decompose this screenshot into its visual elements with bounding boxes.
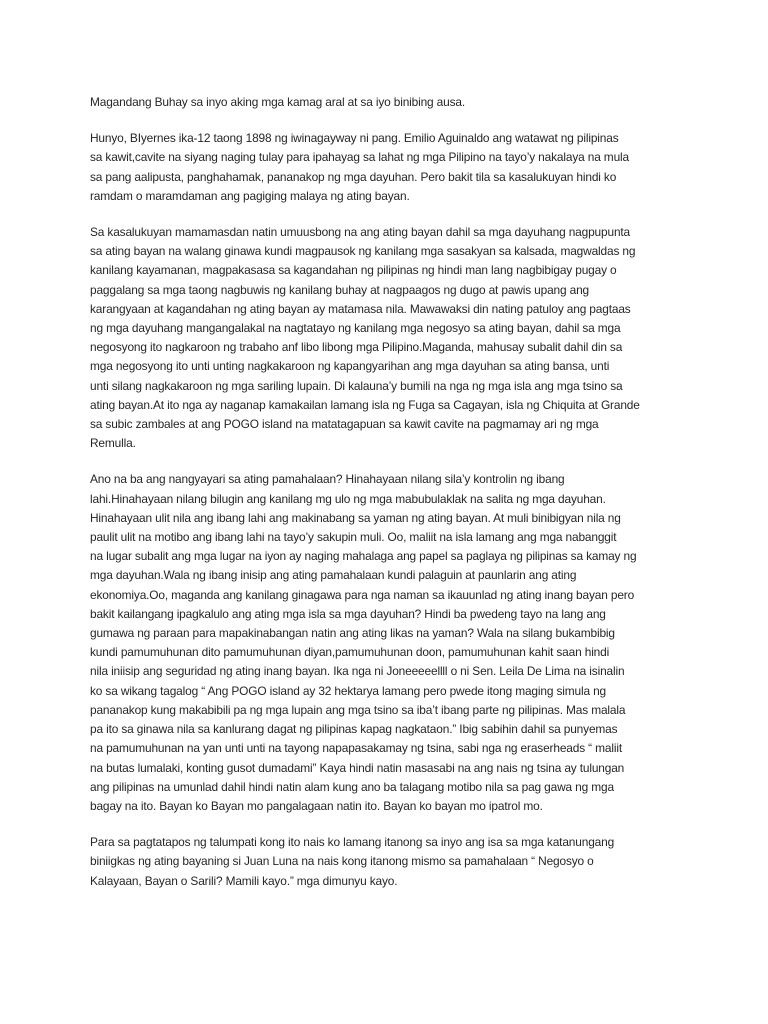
text-line: Ano na ba ang nangyayari sa ating pamahalaan? Hinahayaan nilang sila’y kontrolin ng ibang (90, 472, 565, 487)
text-line: paulit ulit na motibo ang ibang lahi na tayo’y sakupin muli. Oo, maliit na isla lamang ang mga nabanggit (90, 530, 617, 545)
text-line: Hinahayaan ulit nila ang ibang lahi ang makinabang sa yaman ng ating bayan. At muli binibigyan nila ng (90, 510, 621, 525)
text-line: Sa kasalukuyan mamamasdan natin umuusbong na ang ating bayan dahil sa mga dayuhang nagpupunta (90, 225, 631, 240)
text-line: Hunyo, BIyernes ika-12 taong 1898 ng iwinagayway ni pang. Emilio Aguinaldo ang watawat ng pilipinas (90, 131, 619, 146)
text-line: Remulla. (90, 436, 136, 451)
text-line: Magandang Buhay sa inyo aking mga kamag aral at sa iyo binibing ausa. (90, 95, 466, 109)
paragraph-history (90, 129, 708, 206)
text-line: pa ito sa ginawa nila sa kanlurang dagat ng pilipinas kapag nagkataon.” Ibig sabihin dahil sa punyemas (90, 722, 618, 737)
paragraph-greeting (90, 93, 708, 112)
text-line: ramdam o maramdaman ang pagiging malaya ng ating bayan. (90, 188, 410, 203)
text-line: na pamumuhunan na yan unti unti na tayong napapasakamay ng tsina, sabi nga ng eraserheads “ maliit (90, 741, 622, 756)
text-line: na butas lumalaki, konting gusot dumadami” Kaya hindi natin masasabi na ang nais ng tsina ay tulungan (90, 760, 625, 775)
text-line: Para sa pagtatapos ng talumpati kong ito nais ko lamang itanong sa inyo ang isa sa mga katanungang (90, 835, 615, 850)
text-line: sa pang aalipusta, panghahamak, pananakop ng mga dayuhan. Pero bakit tila sa kasalukuyan hindi ko (90, 169, 617, 184)
text-line: paggalang sa mga taong nagbuwis ng kanilang buhay at nagpaagos ng dugo at pawis upang ang (90, 282, 590, 297)
text-line: bagay na ito. Bayan ko Bayan mo pangalagaan natin ito. Bayan ko bayan mo ipatrol mo. (90, 798, 543, 813)
text-line: karangyaan at kagandahan ng ating bayan ay matamasa nila. Mawawaksi din nating patuloy ang pagtaas (90, 301, 631, 316)
text-line: ekonomiya.Oo, maganda ang kanilang ginagawa para nga naman sa ikauunlad ng ating inang bayan pero (90, 587, 635, 602)
text-line: sa kawit,cavite na siyang naging tulay para ipahayag sa lahat ng mga Pilipino na tayo’y nakalaya na mula (90, 150, 629, 165)
text-line: pananakop kung makabibili pa ng mga lupain ang mga tsino sa iba’t ibang parte ng pilipinas. Mas malala (90, 702, 626, 717)
text-line: ating bayan.At ito nga ay naganap kamakailan lamang isla ng Fuga sa Cagayan, isla ng Chiquita at Grande (90, 397, 640, 412)
text-line: kanilang kayamanan, magpakasasa sa kagandahan ng pilipinas ng hindi man lang nagbibigay pugay o (90, 263, 617, 278)
paragraph-present-situation (90, 223, 708, 453)
text-line: na lugar subalit ang mga lugar na iyon ay naging mahalaga ang papel sa paglaya ng pilipinas sa kamay ng (90, 549, 637, 564)
text-line: kundi pamumuhunan dito pamumuhunan diyan,pamumuhunan doon, pamumuhunan kahit saan hindi (90, 645, 610, 660)
text-line: mga dayuhan.Wala ng ibang inisip ang ating pamahalaan kundi palaguin at paunlarin ang ating (90, 568, 577, 583)
text-line: Kalayaan, Bayan o Sarili? Mamili kayo.” mga dimunyu kayo. (90, 873, 398, 888)
text-line: ng mga dayuhang mangangalakal na nagtatayo ng kanilang mga negosyo sa ating bayan, dahil sa mga (90, 321, 621, 336)
text-line: mga negosyong ito unti unting nagkakaroon ng kapangyarihan ang mga dayuhan sa ating bansa, unti (90, 359, 610, 374)
text-line: nila iniisip ang seguridad ng ating inang bayan. Ika nga ni Joneeeeellll o ni Sen. Leila De Lima na isinalin (90, 664, 625, 679)
paragraph-conclusion (90, 833, 708, 891)
text-line: bakit kailangang ipagkalulo ang ating mga isla sa mga dayuhan? Hindi ba pwedeng tayo na lang ang (90, 606, 606, 621)
text-line: sa ating bayan na walang ginawa kundi magpausok ng kanilang mga sasakyan sa kalsada, magwaldas ng (90, 244, 636, 259)
text-line: negosyong ito nagkaroon ng trabaho anf libo libong mga Pilipino.Maganda, mahusay subalit dahil din sa (90, 340, 623, 355)
text-line: biniigkas ng ating bayaning si Juan Luna na nais kong itanong mismo sa pamahalaan “ Negosyo o (90, 854, 594, 869)
text-line: sa subic zambales at ang POGO island na matatagapuan sa kawit cavite na pagmamay ari ng mga (90, 417, 599, 432)
text-line: gumawa ng paraan para mapakinabangan natin ang ating likas na yaman? Wala na silang bukambibig (90, 626, 615, 641)
text-line: unti silang nagkakaroon ng mga sariling lupain. Di kalauna’y bumili na nga ng mga isla ang mga tsino sa (90, 378, 623, 393)
text-line: ang pilipinas na umunlad dahil hindi natin alam kung ano ba talagang motibo nila sa pag gawa ng mga (90, 779, 614, 794)
text-line: ko sa wikang tagalog “ Ang POGO island ay 32 hektarya lamang pero pwede itong maging simula ng (90, 683, 607, 698)
text-line: lahi.Hinahayaan nilang bilugin ang kanilang mg ulo ng mga mabubulaklak na salita ng mga dayuhan. (90, 491, 606, 506)
paragraph-government (90, 470, 708, 816)
